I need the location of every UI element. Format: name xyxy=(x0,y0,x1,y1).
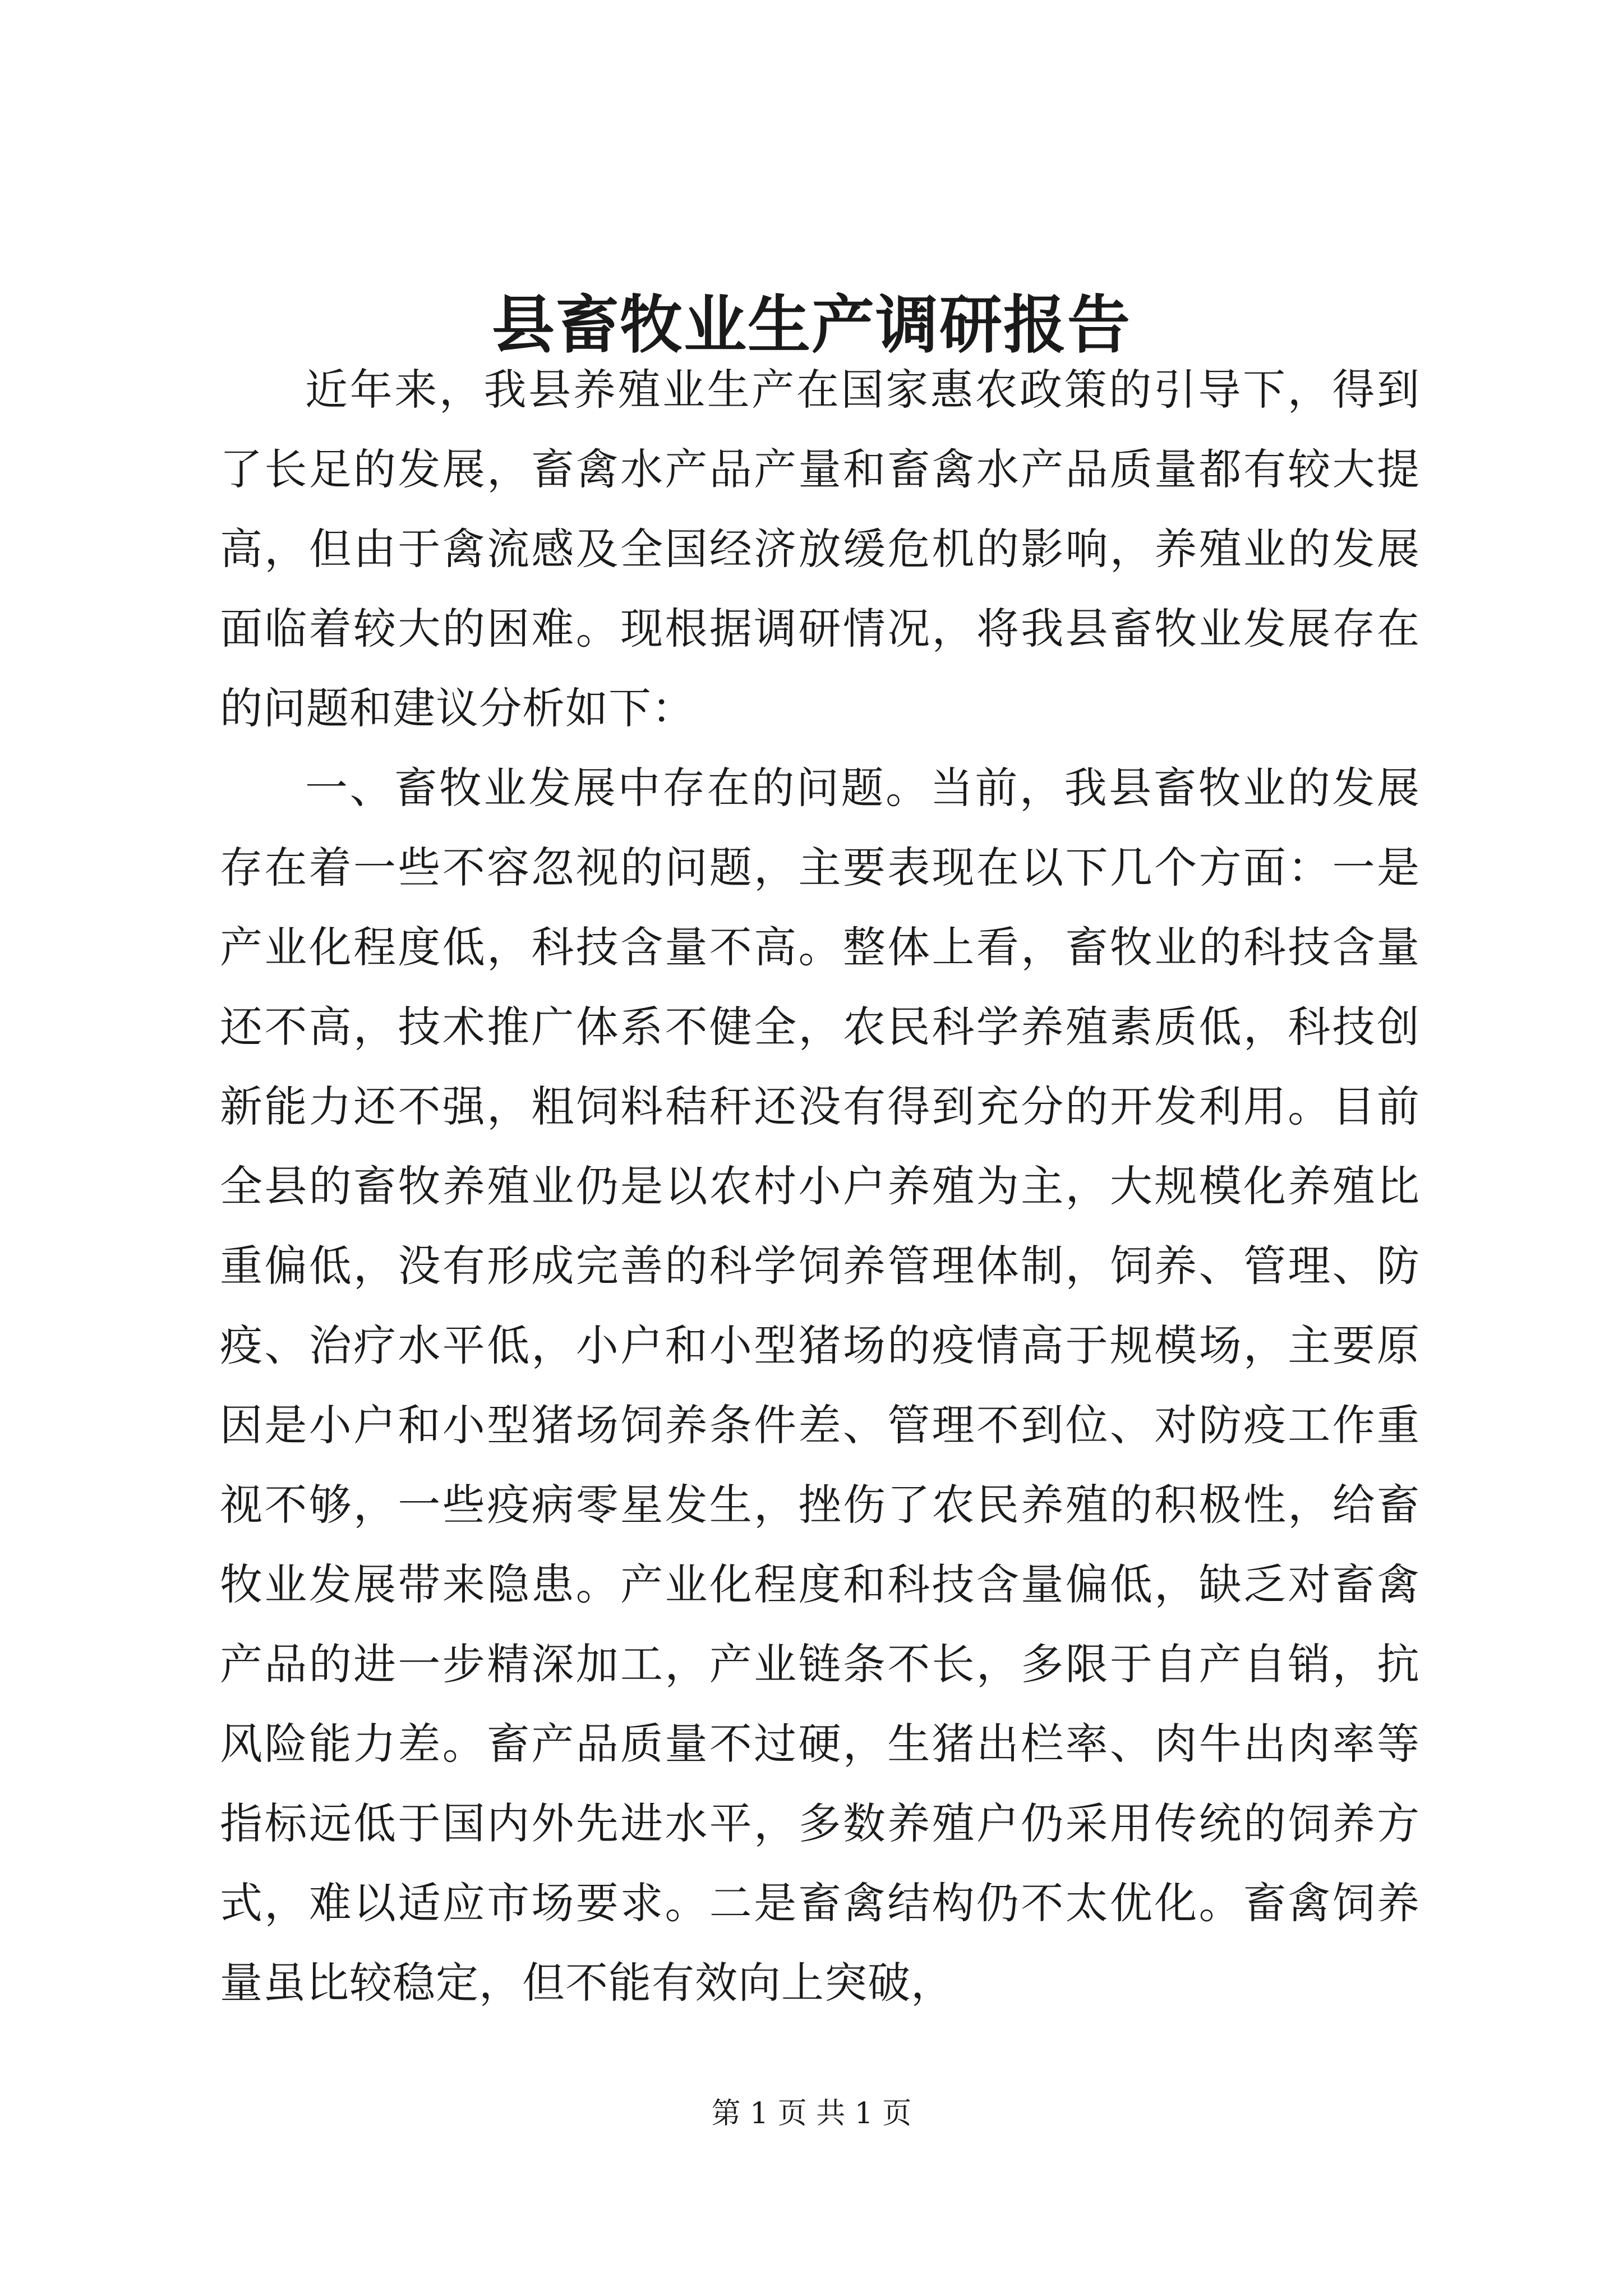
paragraph: 一、畜牧业发展中存在的问题。当前，我县畜牧业的发展存在着一些不容忽视的问题，主要表现在以下几个方面：一是产业化程度低，科技含量不高。整体上看，畜牧业的科技含量还不高，技术推广体系不健全，农民科学养殖素质低，科技创新能力还不强，粗饲料秸秆还没有得到充分的开发利用。目前全县的畜牧养殖业仍是以农村小户养殖为主，大规模化养殖比重偏低，没有形成完善的科学饲养管理体制，饲养、管理、防疫、治疗水平低，小户和小型猪场的疫情高于规模场，主要原因是小户和小型猪场饲养条件差、管理不到位、对防疫工作重视不够，一些疫病零星发生，挫伤了农民养殖的积极性，给畜牧业发展带来隐患。产业化程度和科技含量偏低，缺乏对畜禽产品的进一步精深加工，产业链条不长，多限于自产自销，抗风险能力差。畜产品质量不过硬，生猪出栏率、肉牛出肉率等指标远低于国内外先进水平，多数养殖户仍采用传统的饲养方式，难以适应市场要求。二是畜禽结构仍不太优化。畜禽饲养量虽比较稳定，但不能有效向上突破， xyxy=(220,763,1420,2008)
document-title: 县畜牧业生产调研报告 xyxy=(492,288,1131,362)
document-body xyxy=(220,350,1420,2023)
paragraph: 近年来，我县养殖业生产在国家惠农政策的引导下，得到了长足的发展，畜禽水产品产量和畜禽水产品质量都有较大提高，但由于禽流感及全国经济放缓危机的影响，养殖业的发展面临着较大的困难。现根据调研情况，将我县畜牧业发展存在的问题和建议分析如下： xyxy=(220,365,1420,733)
page-footer: 第 1 页 共 1 页 xyxy=(711,2097,912,2131)
